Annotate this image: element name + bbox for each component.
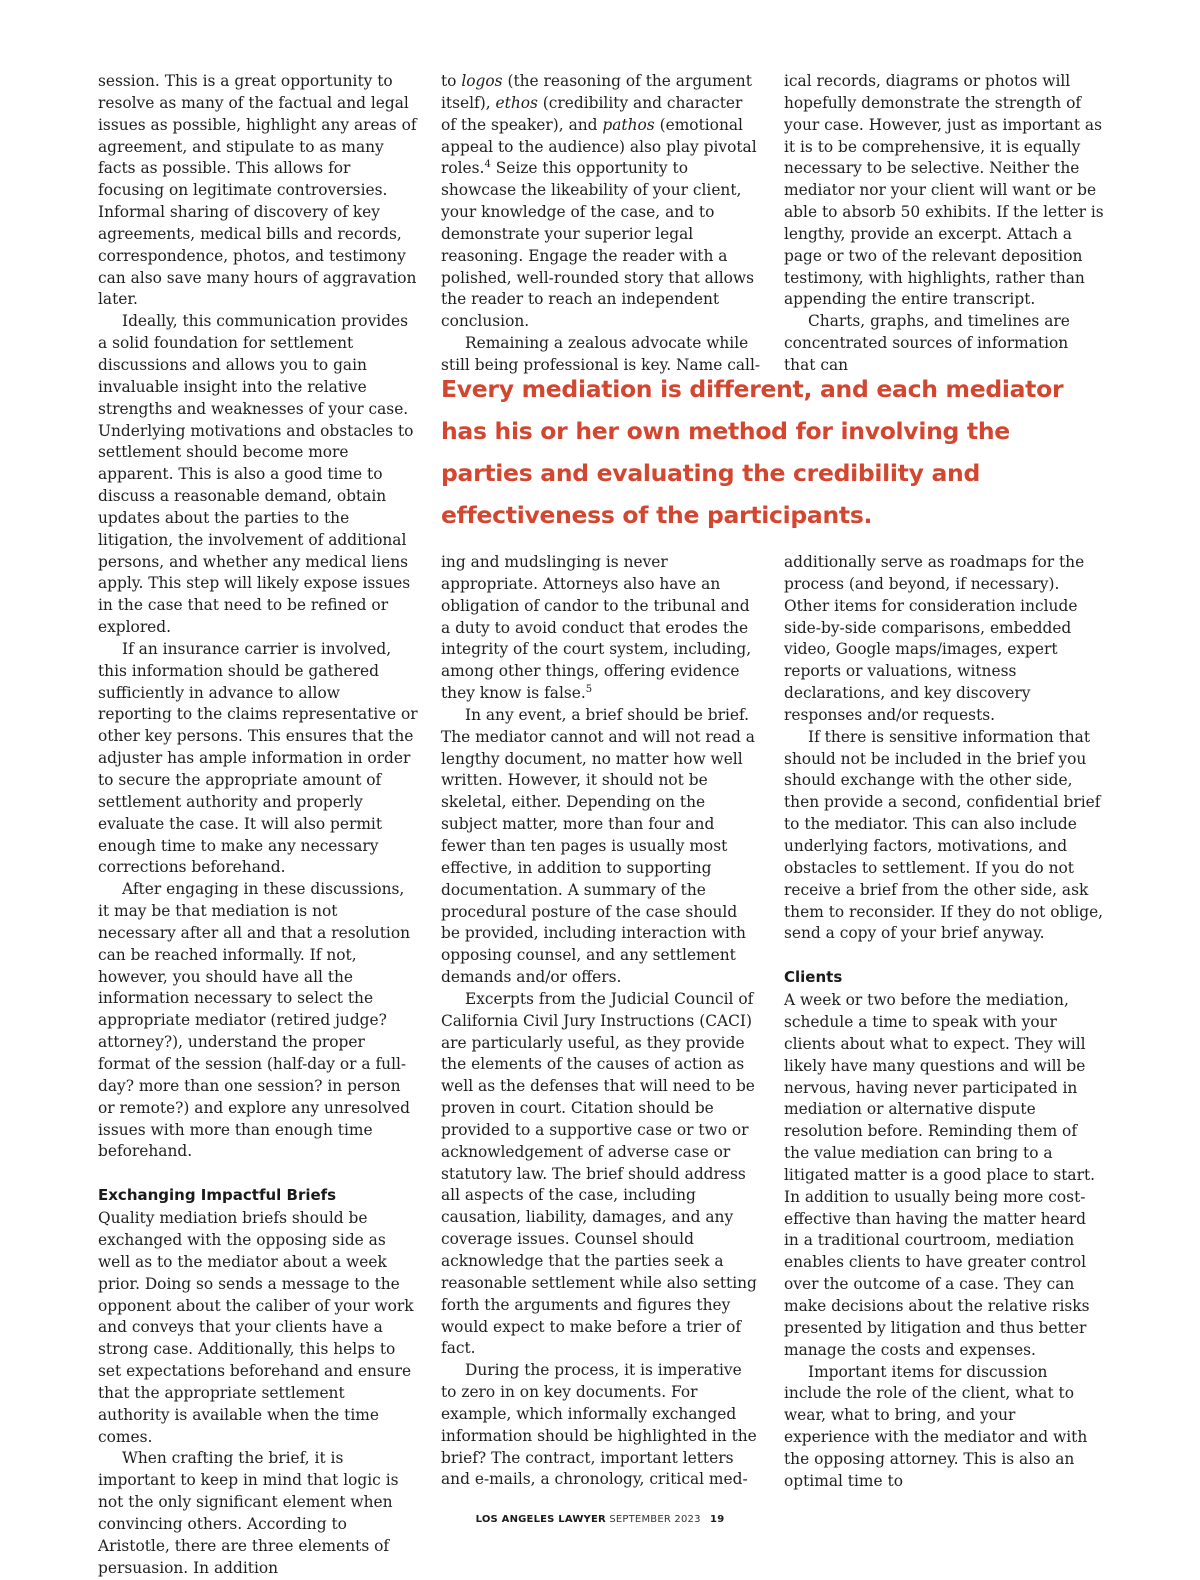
paragraph: Important items for discussion include the role of the client, what to wear, what to bring, and your experience with the mediator and with the opposing attorney. This is also an optimal time to <box>784 1362 1088 1490</box>
publication-name: LOS ANGELES LAWYER <box>475 1514 606 1525</box>
paragraph: In any event, a brief should be brief. The mediator cannot and will not read a lengthy document, no matter how well written. However, it should not be skeletal, either. Depending on the subject matter, more than four and fewer than ten pages is usually most effective, in addition to supporting documentation. A summary of the procedural posture of the case should be provided, including interaction with opposing counsel, and any settlement demands and/or offers. <box>441 705 755 987</box>
column-2-top <box>441 71 761 377</box>
column-1 <box>98 71 418 1580</box>
paragraph: Charts, graphs, and timelines are concentrated sources of information that can <box>784 312 1070 374</box>
paragraph: session. This is a great opportunity to resolve as many of the factual and legal issues as possible, highlight any areas of agreement, and stipulate to as many facts as possible. This allows for focusing on legitimate controversies. Informal sharing of discovery of key agreements, medical bills and records, correspondence, photos, and testimony can also save many hours of aggravation later. <box>98 72 417 309</box>
paragraph: When crafting the brief, it is important to keep in mind that logic is not the only significant element when convincing others. According to Aristotle, there are three elements of persuasion. In addition <box>98 1449 399 1577</box>
paragraph: During the process, it is imperative to zero in on key documents. For example, which informally exchanged information should be highlighted in the brief? The contract, important letters and e-mails, a chronology, critical med- <box>441 1361 757 1489</box>
text-run: ing and mudslinging is never appropriate. Attorneys also have an obligation of candor to the tribunal and a duty to avoid conduct that erodes the integrity of the court system, including, among other things, offering evidence they know is false. <box>441 553 752 703</box>
page-number: 19 <box>710 1514 725 1525</box>
column-2-bottom <box>441 552 761 1491</box>
paragraph <box>441 552 761 705</box>
footnote-marker: 5 <box>585 683 593 695</box>
footnote-marker: 4 <box>484 159 491 171</box>
issue-date: SEPTEMBER 2023 <box>609 1514 701 1525</box>
text-run: (credibility and character of the speaker), and <box>441 93 743 134</box>
paragraph: Quality mediation briefs should be exchanged with the opposing side as well as to the mediator about a week prior. Doing so sends a message to the opponent about the caliber of your work and conveys that your clients have a strong case. Additionally, this helps to set expectations beforehand and ensure that the appropriate settlement authority is available when the time comes. <box>98 1209 414 1446</box>
column-3-bottom <box>784 552 1104 1493</box>
paragraph: A week or two before the mediation, schedule a time to speak with your clients about what to expect. They will likely have many questions and will be nervous, having never participated in mediation or alternative dispute resolution before. Reminding them of the value mediation can bring to a litigated matter is a good place to start. In addition to usually being more cost-effective than having the matter heard in a traditional courtroom, mediation enables clients to have greater control over the outcome of a case. They can make decisions about the relative risks presented by litigation and thus better manage the costs and expenses. <box>784 991 1096 1359</box>
paragraph: Remaining a zealous advocate while still being professional is key. Name call- <box>441 334 761 374</box>
paragraph <box>441 71 761 333</box>
paragraph: ical records, diagrams or photos will hopefully demonstrate the strength of your case. However, just as important as it is to be comprehensive, it is equally necessary to be selective. Neither the mediator nor your client will want or be able to absorb 50 exhibits. If the letter is lengthy, provide an excerpt. Attach a page or two of the relevant deposition testimony, with highlights, rather than appending the entire transcript. <box>784 72 1104 309</box>
paragraph: If an insurance carrier is involved, this information should be gathered sufficiently in advance to allow reporting to the claims representative or other key persons. This ensures that the adjuster has ample information in order to secure the appropriate amount of settlement authority and properly evaluate the case. It will also permit enough time to make any necessary corrections beforehand. <box>98 639 418 877</box>
pull-quote: Every mediation is different, and each mediator has his or her own method for involving the parties and evaluating the credibility and effectiveness of the participants. <box>441 375 1064 529</box>
column-3-top <box>784 71 1104 377</box>
italic-term: ethos <box>495 93 538 112</box>
text-run: Seize this opportunity to showcase the likeability of your client, your knowledge of the case, and to demonstrate your superior legal reasoning. Engage the reader with a polished, well-rounded story that allows the reader to reach an independent conclusion. <box>441 159 754 331</box>
page-footer <box>0 1514 1200 1525</box>
section-heading: Exchanging Impactful Briefs <box>98 1186 337 1205</box>
paragraph: Ideally, this communication provides a solid foundation for settlement discussions and allows you to gain invaluable insight into the relative strengths and weaknesses of your case. Underlying motivations and obstacles to settlement should become more apparent. This is also a good time to discuss a reasonable demand, obtain updates about the parties to the litigation, the involvement of additional persons, and whether any medical liens apply. This step will likely expose issues in the case that need to be refined or explored. <box>98 312 414 637</box>
italic-term: pathos <box>602 115 655 134</box>
text-run: to <box>441 72 462 90</box>
text-run: (the reasoning of the argument itself), <box>441 72 752 112</box>
paragraph: additionally serve as roadmaps for the process (and beyond, if necessary). Other items for consideration include side-by-side comparisons, embedded video, Google maps/images, expert reports or valuations, witness declarations, and key discovery responses and/or requests. <box>784 553 1085 724</box>
text-run: (emotional appeal to the audience) also play pivotal roles. <box>441 115 757 178</box>
italic-term: logos <box>461 72 503 90</box>
paragraph: Excerpts from the Judicial Council of California Civil Jury Instructions (CACI) are particularly useful, as they provide the elements of the causes of action as well as the defenses that will need to be proven in court. Citation should be provided to a supportive case or two or acknowledgement of adverse case or statutory law. The brief should address all aspects of the case, including causation, liability, damages, and any coverage issues. Counsel should acknowledge that the parties seek a reasonable settlement while also setting forth the arguments and figures they would expect to make before a trier of fact. <box>441 989 757 1358</box>
section-heading: Clients <box>784 968 843 987</box>
paragraph: If there is sensitive information that should not be included in the brief you should exchange with the other side, then provide a second, confidential brief to the mediator. This can also include underlying factors, motivations, and obstacles to settlement. If you do not receive a brief from the other side, ask them to reconsider. If they do not oblige, send a copy of your brief anyway. <box>784 727 1104 943</box>
paragraph: After engaging in these discussions, it may be that mediation is not necessary after all and that a resolution can be reached informally. If not, however, you should have all the information necessary to select the appropriate mediator (retired judge? attorney?), understand the proper format of the session (half-day or a full-day? more than one session? in person or remote?) and explore any unresolved issues with more than enough time beforehand. <box>98 880 411 1161</box>
